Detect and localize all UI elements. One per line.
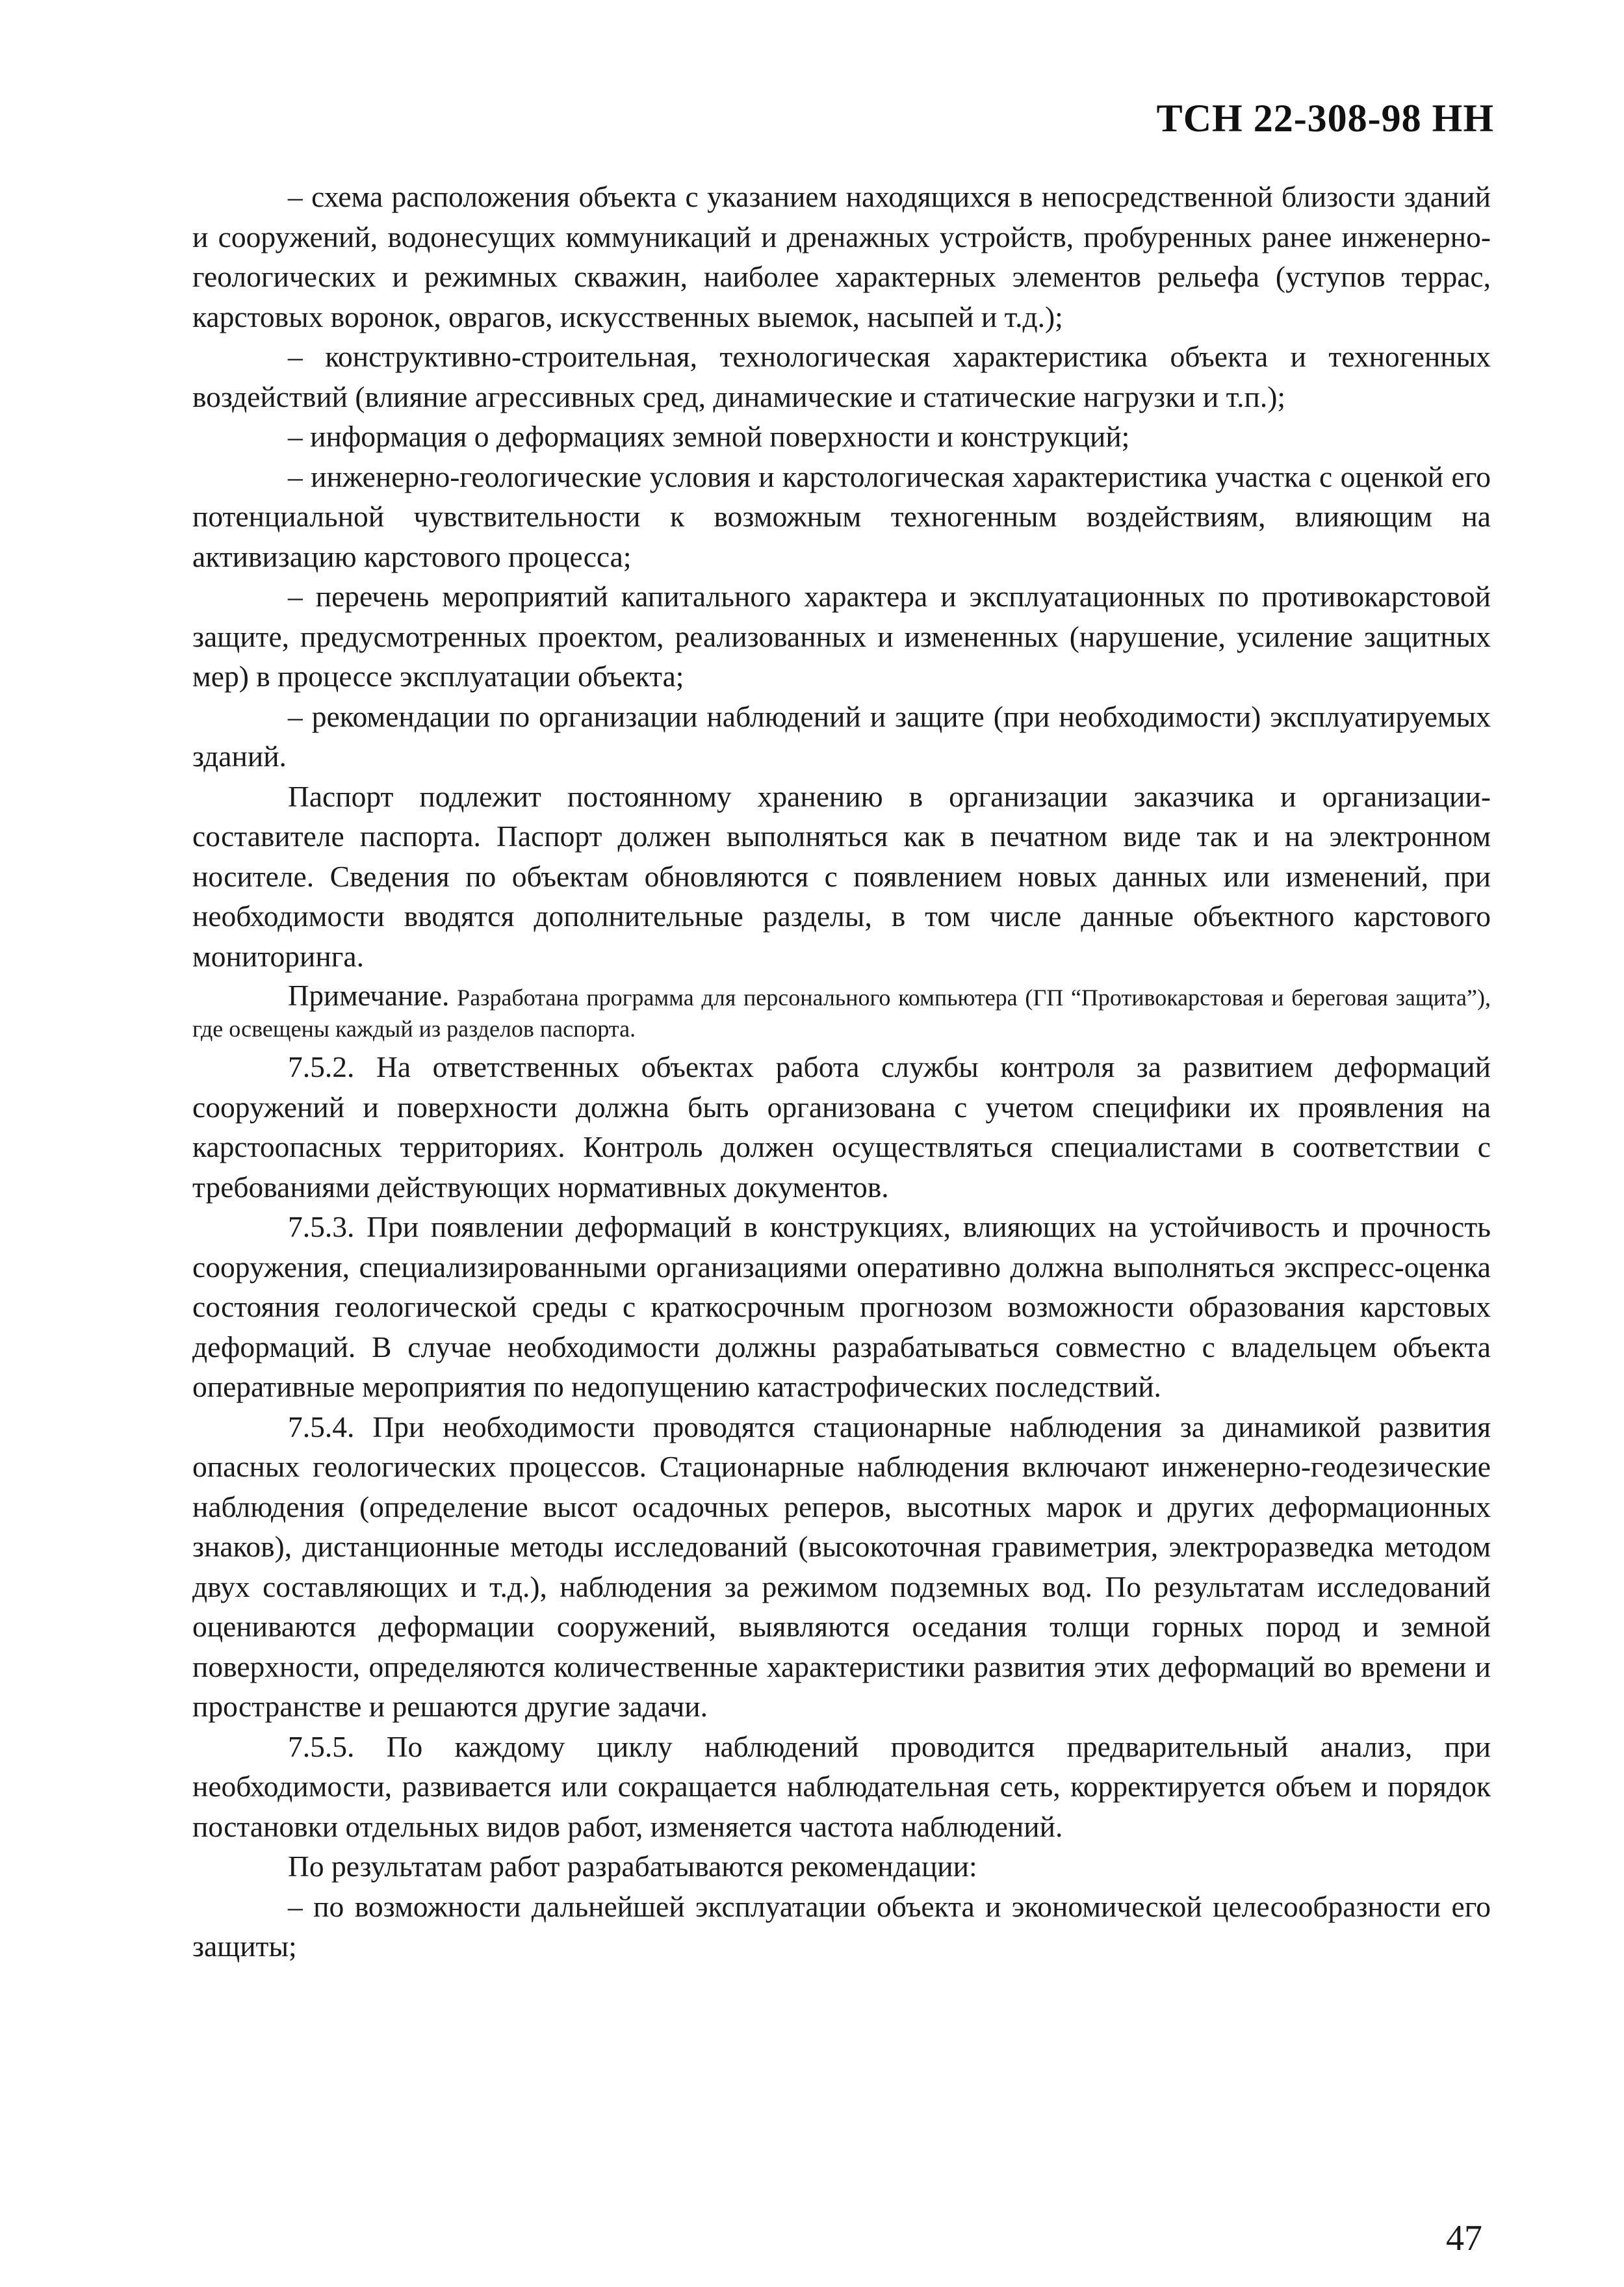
paragraph: 7.5.3. При появлении деформаций в конструкциях, влияющих на устойчивость и прочность сооружения, специализированными организациями оперативно должна выполняться экспресс-оценка состояния геологической среды с краткосрочным прогнозом возможности образования карстовых деформаций. В случае необходимости должны разрабатываться совместно с владельцем объекта оперативные мероприятия по недопущению катастрофических последствий.	[192, 1210, 1491, 1403]
paragraph: – схема расположения объекта с указанием находящихся в непосредственной близости зданий и сооружений, водонесущих коммуникаций и дренажных устройств, пробуренных ранее инженерно-геологических и режимных скважин, наиболее характерных элементов рельефа (уступов террас, карстовых воронок, оврагов, искусственных выемок, насыпей и т.д.);	[192, 180, 1491, 333]
paragraph: Паспорт подлежит постоянному хранению в организации заказчика и организации-составителе паспорта. Паспорт должен выполняться как в печатном виде так и на электронном носителе. Сведения по объектам обновляются с появлением новых данных или изменений, при необходимости вводятся дополнительные разделы, в том числе данные объектного карстового мониторинга.	[192, 779, 1491, 973]
paragraph: – по возможности дальнейшей эксплуатации объекта и экономической целесообразности его защиты;	[192, 1889, 1491, 1963]
note	[192, 980, 1491, 1044]
paragraph: – перечень мероприятий капитального характера и эксплуатационных по противокарстовой защите, предусмотренных проектом, реализованных и измененных (нарушение, усиление защитных мер) в процессе эксплуатации объекта;	[192, 580, 1491, 693]
paragraph: – конструктивно-строительная, технологическая характеристика объекта и техногенных воздействий (влияние агрессивных сред, динамические и статические нагрузки и т.п.);	[192, 340, 1491, 413]
paragraph: По результатам работ разрабатываются рекомендации:	[288, 1850, 977, 1883]
paragraph: 7.5.2. На ответственных объектах работа службы контроля за развитием деформаций сооружений и поверхности должна быть организована с учетом специфики их проявления на карстоопасных территориях. Контроль должен осуществляться специалистами в соответствии с требованиями действующих нормативных документов.	[192, 1050, 1491, 1204]
paragraph: – рекомендации по организации наблюдений и защите (при необходимости) эксплуатируемых зданий.	[192, 699, 1491, 773]
note-label: Примечание.	[288, 979, 450, 1012]
paragraph: – инженерно-геологические условия и карстологическая характеристика участка с оценкой его потенциальной чувствительности к возможным техногенным воздействиям, влияющим на активизацию карстового процесса;	[192, 459, 1491, 573]
paragraph: – информация о деформациях земной поверхности и конструкций;	[288, 420, 1130, 453]
paragraph: 7.5.4. При необходимости проводятся стационарные наблюдения за динамикой развития опасных геологических процессов. Стационарные наблюдения включают инженерно-геодезические наблюдения (определение высот осадочных реперов, высотных марок и других деформационных знаков), дистанционные методы исследований (высокоточная гравиметрия, электроразведка методом двух составляющих и т.д.), наблюдения за режимом подземных вод. По результатам исследований оцениваются деформации сооружений, выявляются оседания толщи горных пород и земной поверхности, определяются количественные характеристики развития этих деформаций во времени и пространстве и решаются другие задачи.	[192, 1410, 1491, 1723]
paragraph: 7.5.5. По каждому циклу наблюдений проводится предварительный анализ, при необходимости, развивается или сокращается наблюдательная сеть, корректируется объем и порядок постановки отдельных видов работ, изменяется частота наблюдений.	[192, 1729, 1491, 1843]
page-number: 47	[1446, 2218, 1482, 2258]
document-body	[192, 177, 1491, 1967]
document-code: ТСН 22-308-98 НН	[1156, 97, 1494, 140]
note-text: Разработана программа для персонального компьютера (ГП “Противокарстовая и береговая защита”), где освещены каждый из разделов паспорта.	[192, 985, 1491, 1042]
